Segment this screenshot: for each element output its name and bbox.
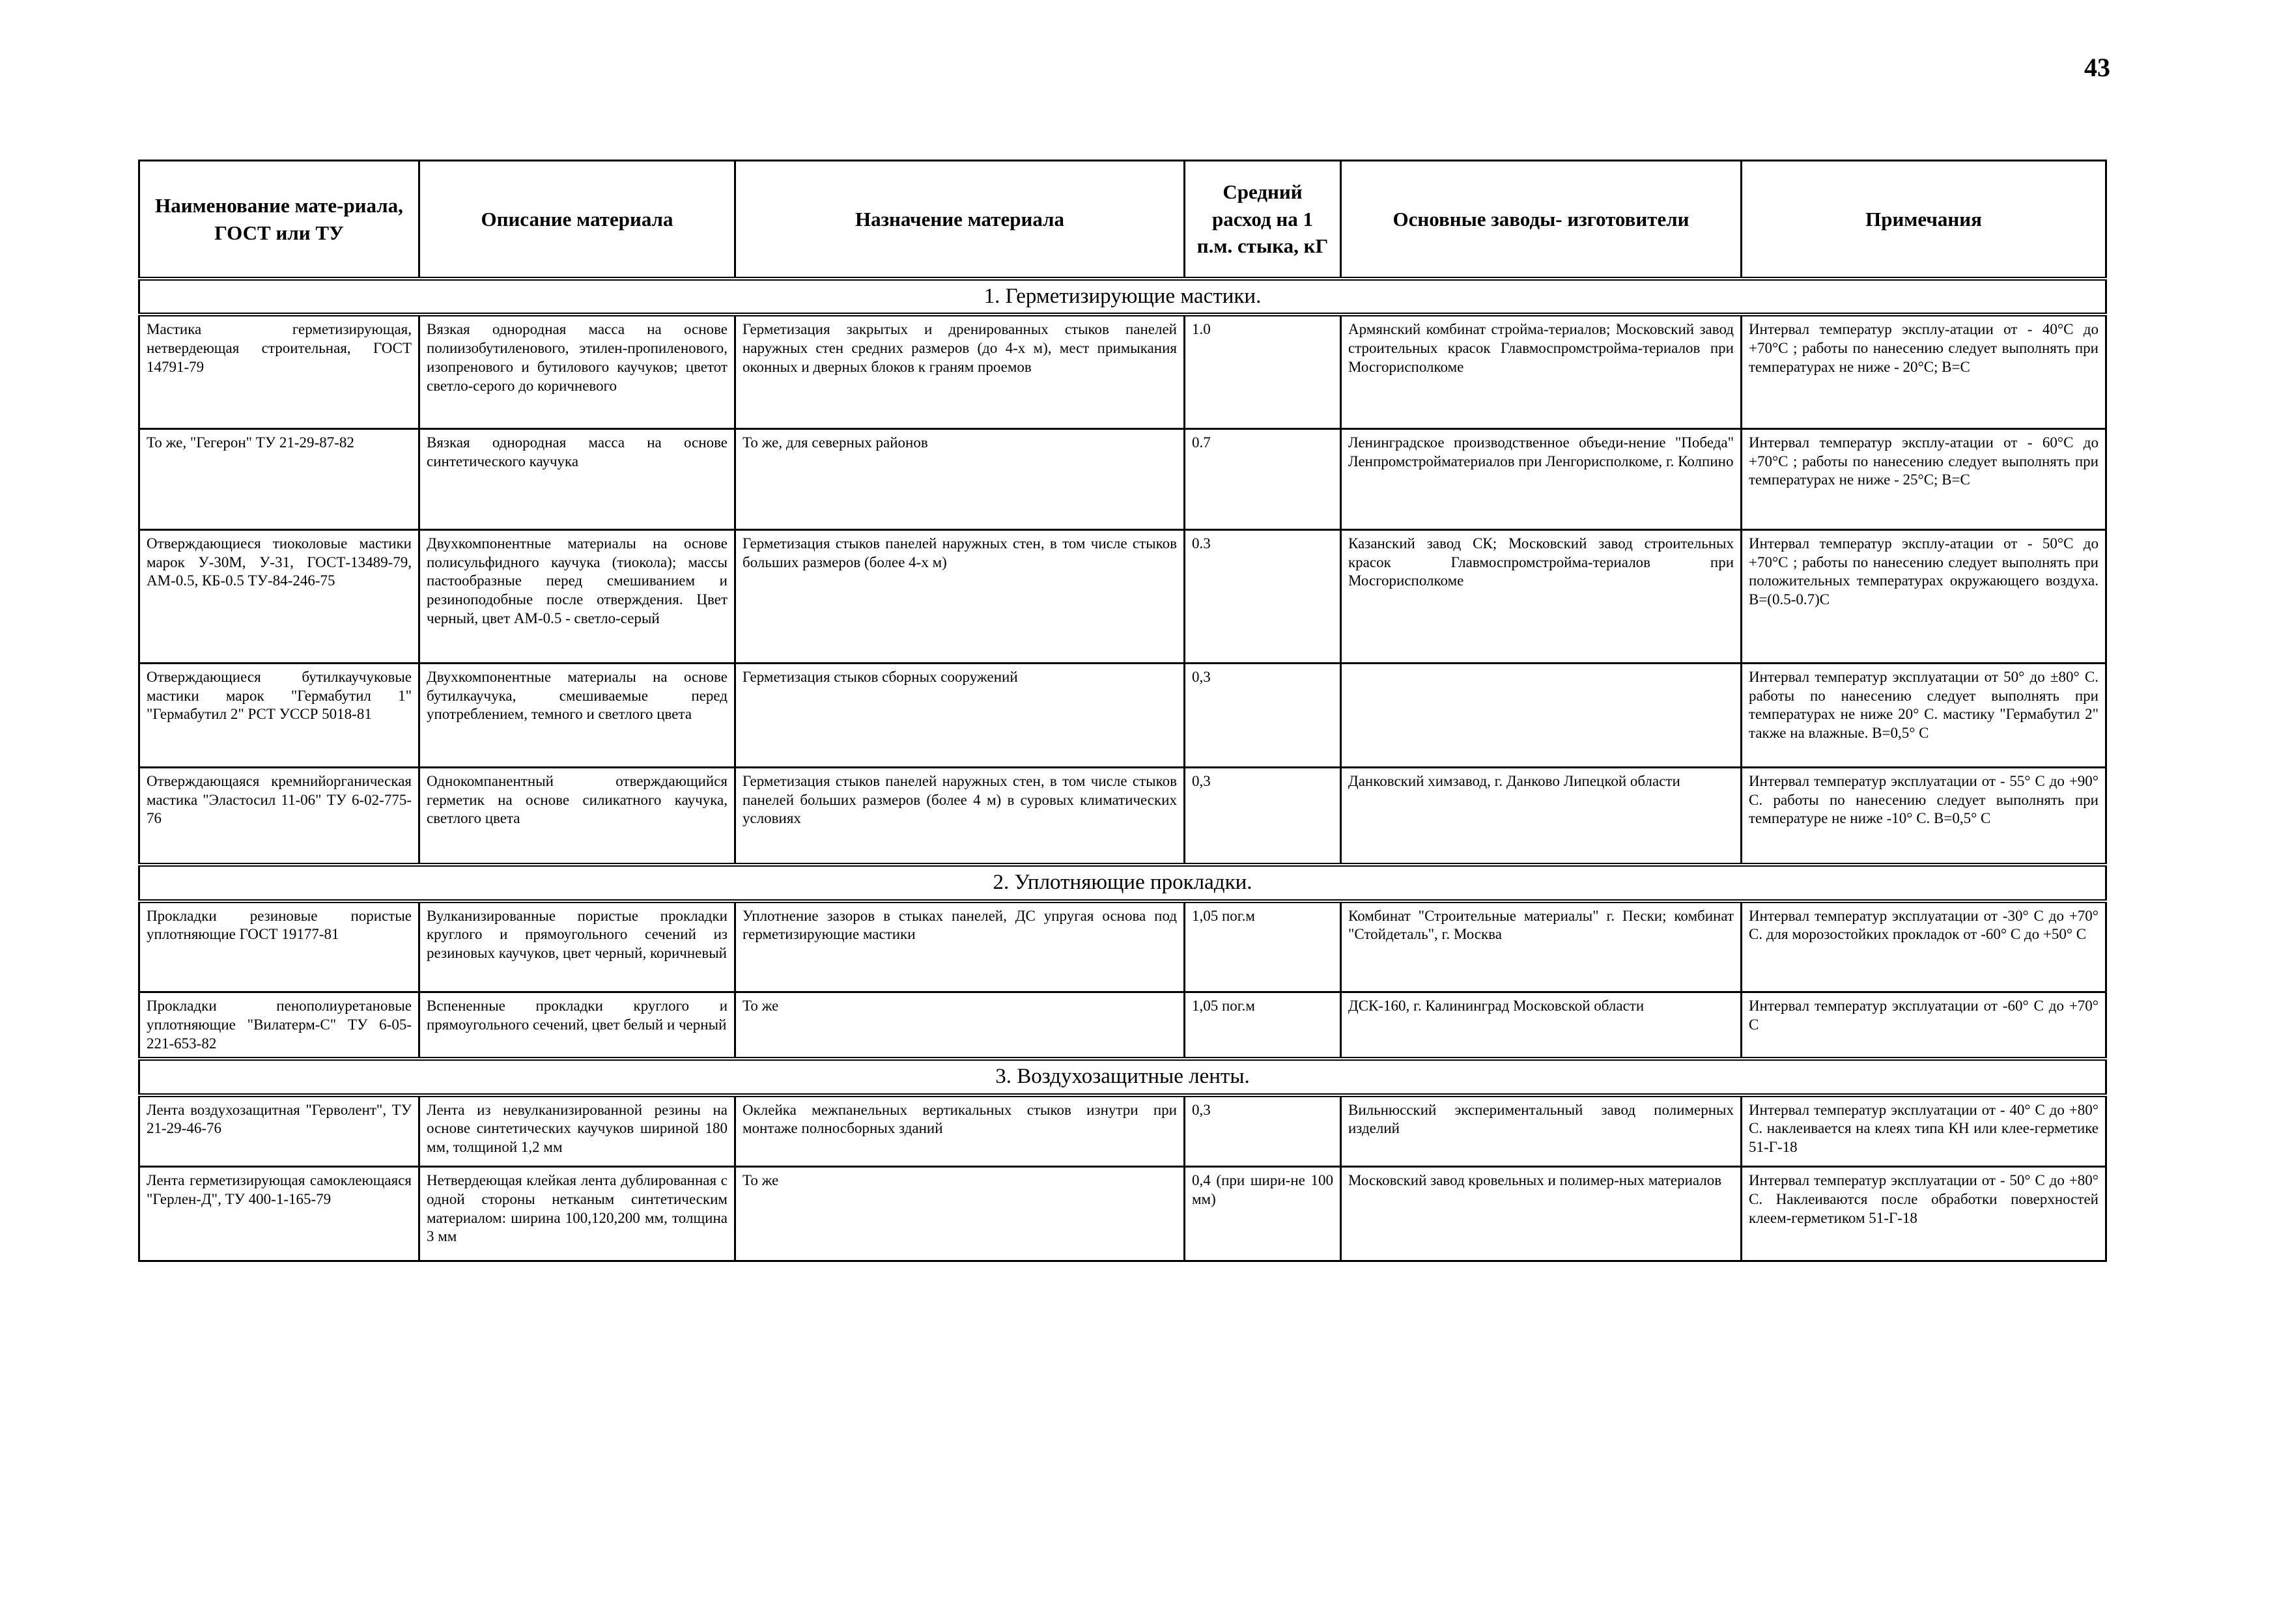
cell-name: Мастика герметизирующая, нетвердеющая строительная, ГОСТ 14791-79 xyxy=(139,315,419,428)
cell-manufacturers xyxy=(1341,663,1742,767)
table-row xyxy=(139,428,2106,529)
cell-purpose: Герметизация стыков сборных сооружений xyxy=(735,663,1185,767)
cell-manufacturers: Данковский химзавод, г. Данково Липецкой области xyxy=(1341,767,1742,865)
cell-manufacturers: Вильнюсский экспериментальный завод полимерных изделий xyxy=(1341,1095,1742,1167)
cell-consumption: 0,3 xyxy=(1185,767,1341,865)
cell-purpose: Уплотнение зазоров в стыках панелей, ДС упругая основа под герметизирующие мастики xyxy=(735,901,1185,992)
cell-description: Вязкая однородная масса на основе полиизобутиленового, этилен-пропиленового, изопренового и бутилового каучуков; цветот светло-серого до коричневого xyxy=(419,315,735,428)
table-row xyxy=(139,315,2106,428)
cell-notes: Интервал температур эксплуатации от -30° С до +70° С. для морозостойких прокладок от -60° С до +50° С xyxy=(1742,901,2106,992)
header-consumption: Средний расход на 1 п.м. стыка, кГ xyxy=(1185,161,1341,279)
cell-name: Прокладки резиновые пористые уплотняющие ГОСТ 19177-81 xyxy=(139,901,419,992)
cell-consumption: 1.0 xyxy=(1185,315,1341,428)
table-row xyxy=(139,529,2106,663)
cell-name: Отверждающиеся бутилкаучуковые мастики марок "Гермабутил 1" "Гермабутил 2" РСТ УССР 5018-81 xyxy=(139,663,419,767)
cell-consumption: 1,05 пог.м xyxy=(1185,901,1341,992)
cell-description: Однокомпанентный отверждающийся герметик на основе силикатного каучука, светлого цвета xyxy=(419,767,735,865)
cell-description: Двухкомпонентные материалы на основе полисульфидного каучука (тиокола); массы пастообразные перед смешиванием и резиноподобные после отверждения. Цвет черный, цвет АМ-0.5 - светло-серый xyxy=(419,529,735,663)
table-row xyxy=(139,767,2106,865)
cell-consumption: 0.7 xyxy=(1185,428,1341,529)
cell-name: Отверждающаяся кремнийорганическая мастика "Эластосил 11-06" ТУ 6-02-775-76 xyxy=(139,767,419,865)
cell-notes: Интервал температур эксплуатации от - 55° С до +90° С. работы по нанесению следует выполнять при температуре не ниже -10° С. В=0,5° С xyxy=(1742,767,2106,865)
cell-name: Прокладки пенополиуретановые уплотняющие "Вилатерм-С" ТУ 6-05-221-653-82 xyxy=(139,992,419,1059)
cell-purpose: То же, для северных районов xyxy=(735,428,1185,529)
cell-purpose: То же xyxy=(735,992,1185,1059)
cell-notes: Интервал температур эксплуатации от - 40° С до +80° С. наклеивается на клеях типа КН или клее-герметике 51-Г-18 xyxy=(1742,1095,2106,1167)
table-row xyxy=(139,992,2106,1059)
page-number: 43 xyxy=(2084,53,2110,82)
cell-manufacturers: Казанский завод СК; Московский завод строительных красок Главмоспромстройма-териалов при Мосгорисполкоме xyxy=(1341,529,1742,663)
cell-purpose: Герметизация стыков панелей наружных стен, в том числе стыков больших размеров (более 4-х м) xyxy=(735,529,1185,663)
cell-consumption: 1,05 пог.м xyxy=(1185,992,1341,1059)
cell-consumption: 0,3 xyxy=(1185,663,1341,767)
section-header-row xyxy=(139,865,2106,901)
cell-consumption: 0,3 xyxy=(1185,1095,1341,1167)
cell-notes: Интервал температур эксплу-атации от - 40°С до +70°С ; работы по нанесению следует выполнять при температурах не ниже - 20°С; В=С xyxy=(1742,315,2106,428)
cell-description: Лента из невулканизированной резины на основе синтетических каучуков шириной 180 мм, толщиной 1,2 мм xyxy=(419,1095,735,1167)
table-header-row xyxy=(139,161,2106,279)
cell-name: Отверждающиеся тиоколовые мастики марок У-30М, У-31, ГОСТ-13489-79, АМ-0.5, КБ-0.5 ТУ-84-246-75 xyxy=(139,529,419,663)
cell-notes: Интервал температур эксплу-атации от - 60°С до +70°С ; работы по нанесению следует выполнять при температурах не ниже - 25°С; В=С xyxy=(1742,428,2106,529)
table-row xyxy=(139,901,2106,992)
materials-table xyxy=(138,160,2107,1262)
cell-manufacturers: Ленинградское производственное объеди-нение "Победа" Ленпромстройматериалов при Ленгорисполкоме, г. Колпино xyxy=(1341,428,1742,529)
section-header-row xyxy=(139,1059,2106,1095)
cell-description: Вспененные прокладки круглого и прямоугольного сечений, цвет белый и черный xyxy=(419,992,735,1059)
header-description: Описание материала xyxy=(419,161,735,279)
cell-description: Вязкая однородная масса на основе синтетического каучука xyxy=(419,428,735,529)
header-notes: Примечания xyxy=(1742,161,2106,279)
cell-purpose: Оклейка межпанельных вертикальных стыков изнутри при монтаже полносборных зданий xyxy=(735,1095,1185,1167)
cell-description: Двухкомпонентные материалы на основе бутилкаучука, смешиваемые перед употреблением, темного и светлого цвета xyxy=(419,663,735,767)
cell-manufacturers: ДСК-160, г. Калининград Московской области xyxy=(1341,992,1742,1059)
header-manufacturers: Основные заводы- изготовители xyxy=(1341,161,1742,279)
section-header-row xyxy=(139,279,2106,315)
cell-manufacturers: Комбинат "Строительные материалы" г. Пески; комбинат "Стойдеталь", г. Москва xyxy=(1341,901,1742,992)
cell-purpose: То же xyxy=(735,1167,1185,1261)
cell-notes: Интервал температур эксплу-атации от - 50°С до +70°С ; работы по нанесению следует выполнять при положительных температурах окружающего воздуха. В=(0.5-0.7)С xyxy=(1742,529,2106,663)
cell-notes: Интервал температур эксплуатации от -60° С до +70° С xyxy=(1742,992,2106,1059)
header-name: Наименование мате-риала, ГОСТ или ТУ xyxy=(139,161,419,279)
cell-consumption: 0,4 (при шири-не 100 мм) xyxy=(1185,1167,1341,1261)
cell-description: Нетвердеющая клейкая лента дублированная с одной стороны нетканым синтетическим материалом: ширина 100,120,200 мм, толщина 3 мм xyxy=(419,1167,735,1261)
section-title: 1. Герметизирующие мастики. xyxy=(139,279,2106,315)
section-title: 2. Уплотняющие прокладки. xyxy=(139,865,2106,901)
cell-name: Лента герметизирующая самоклеющаяся "Герлен-Д", ТУ 400-1-165-79 xyxy=(139,1167,419,1261)
cell-notes: Интервал температур эксплуатации от - 50° С до +80° С. Наклеиваются после обработки поверхностей клеем-герметиком 51-Г-18 xyxy=(1742,1167,2106,1261)
cell-name: Лента воздухозащитная "Герволент", ТУ 21-29-46-76 xyxy=(139,1095,419,1167)
table-row xyxy=(139,663,2106,767)
cell-purpose: Герметизация стыков панелей наружных стен, в том числе стыков панелей больших размеров (более 4 м) в суровых климатических условиях xyxy=(735,767,1185,865)
header-purpose: Назначение материала xyxy=(735,161,1185,279)
table-row xyxy=(139,1095,2106,1167)
table-row xyxy=(139,1167,2106,1261)
section-title: 3. Воздухозащитные ленты. xyxy=(139,1059,2106,1095)
cell-consumption: 0.3 xyxy=(1185,529,1341,663)
cell-notes: Интервал температур эксплуатации от 50° до ±80° С. работы по нанесению следует выполнять при температурах не ниже 20° С. мастику "Гермабутил 2" также на влажные. В=0,5° С xyxy=(1742,663,2106,767)
cell-description: Вулканизированные пористые прокладки круглого и прямоугольного сечений из резиновых каучуков, цвет черный, коричневый xyxy=(419,901,735,992)
cell-manufacturers: Московский завод кровельных и полимер-ных материалов xyxy=(1341,1167,1742,1261)
cell-manufacturers: Армянский комбинат стройма-териалов; Московский завод строительных красок Главмоспромстройма-териалов при Мосгорисполкоме xyxy=(1341,315,1742,428)
cell-purpose: Герметизация закрытых и дренированных стыков панелей наружных стен средних размеров (до 4-х м), мест примыкания оконных и дверных блоков к граням проемов xyxy=(735,315,1185,428)
table-body xyxy=(139,279,2106,1261)
cell-name: То же, "Гегерон" ТУ 21-29-87-82 xyxy=(139,428,419,529)
